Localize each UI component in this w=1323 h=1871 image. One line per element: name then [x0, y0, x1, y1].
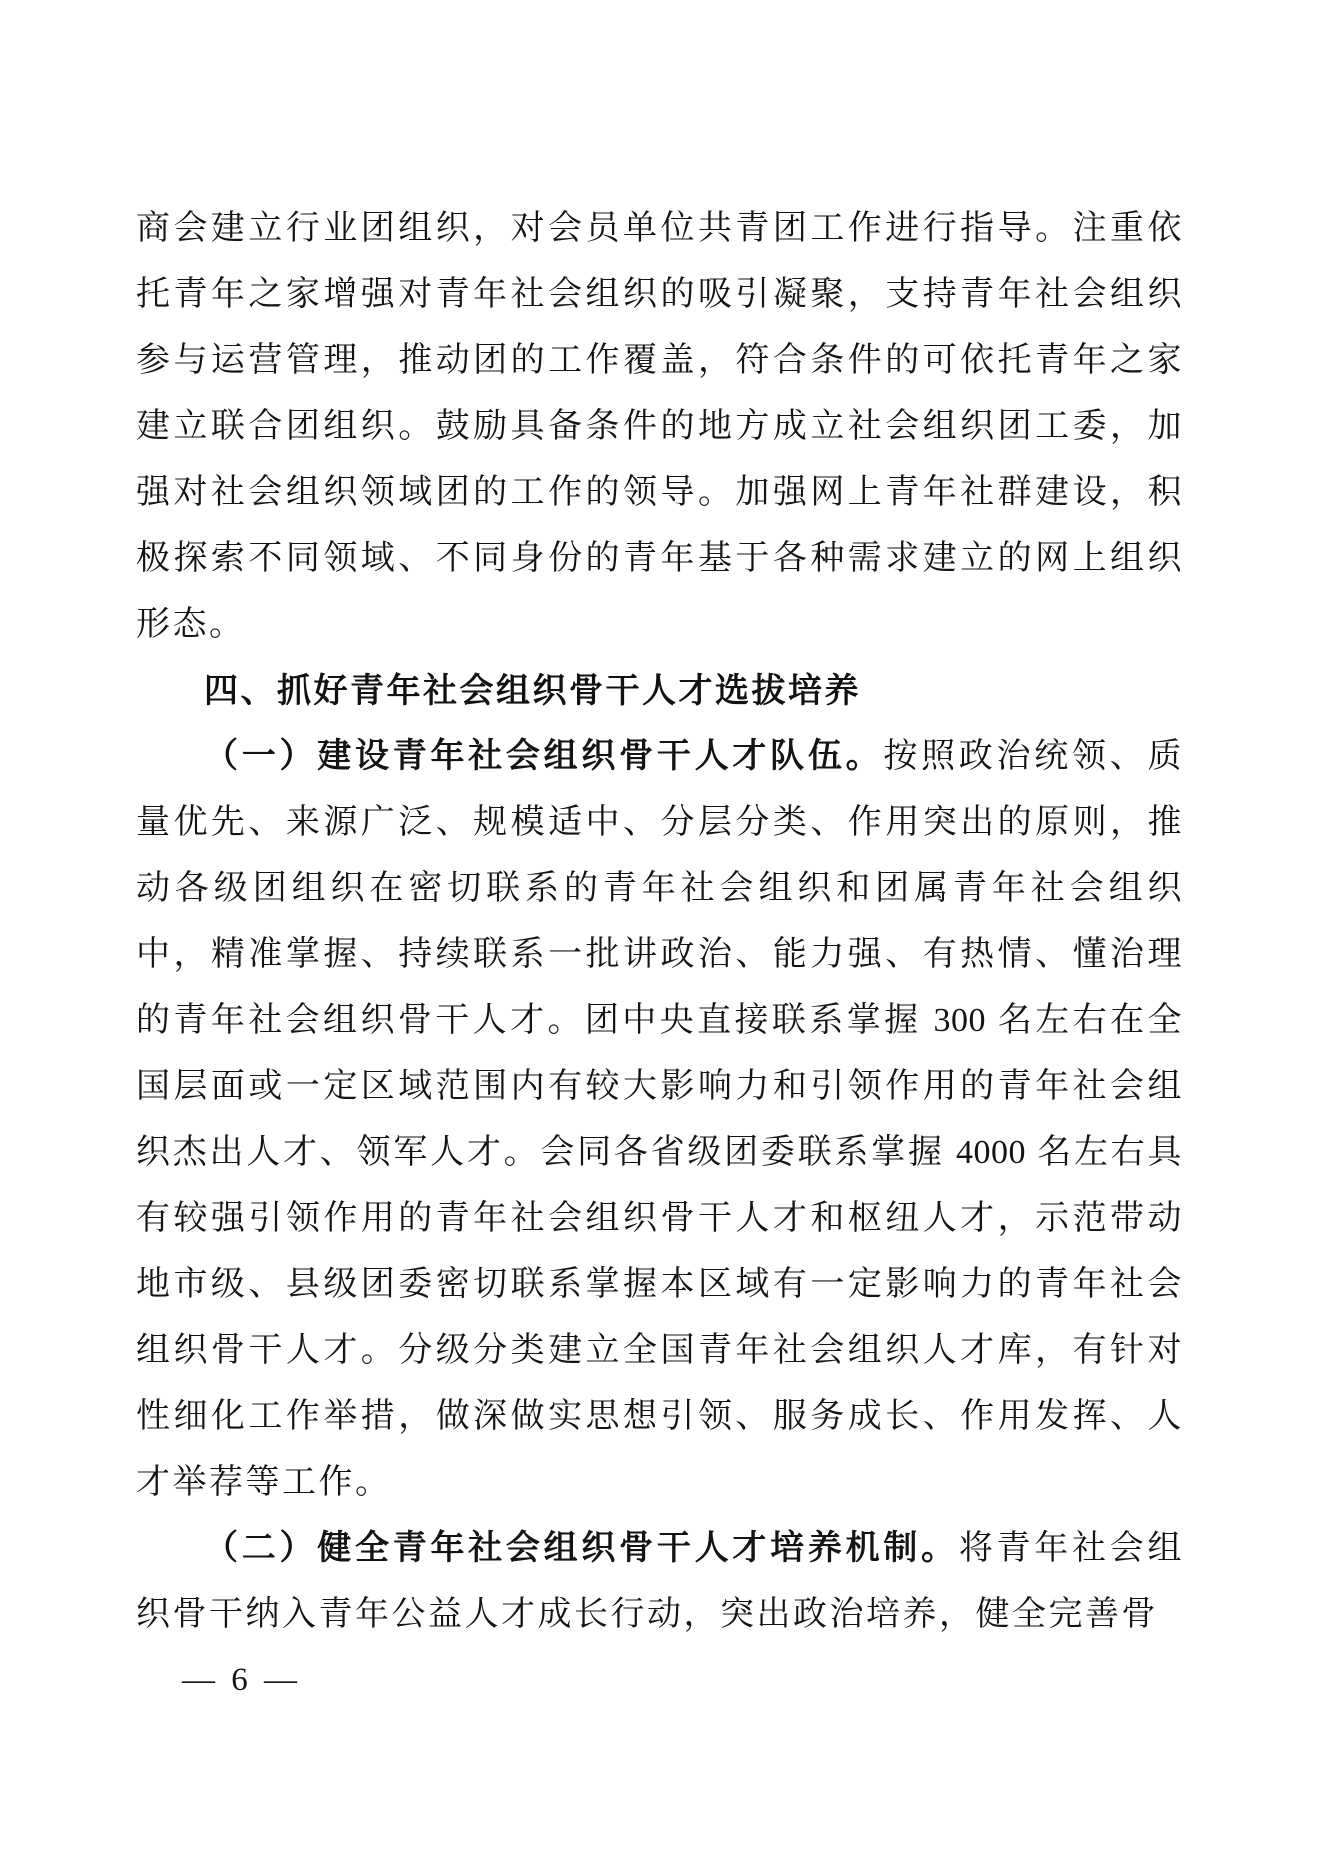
item-1-text-segment-3: 名左右具有较强引领作用的青年社会组织骨干人才和枢纽人才，示范带动地市级、县级团委密切联系掌握本区域有一定影响力的青年社会组织骨干人才。分级分类建立全国青年社会组织人才库，有针对性细化工作举措，做深做实思想引领、服务成长、作用发挥、人才举荐等工作。: [136, 1134, 1185, 1501]
item-2-text: 将青年社会组织骨干纳入青年公益人才成长行动，突出政治培养，健全完善骨: [136, 1530, 1185, 1633]
item-2-lead: （二）健全青年社会组织骨干人才培养机制。: [204, 1530, 959, 1567]
paragraph-continuation: 商会建立行业团组织，对会员单位共青团工作进行指导。注重依托青年之家增强对青年社会组织的吸引凝聚，支持青年社会组织参与运营管理，推动团的工作覆盖，符合条件的可依托青年之家建立联合团组织。鼓励具备条件的地方成立社会组织团工委，加强对社会组织领域团的工作的领导。加强网上青年社群建设，积极探索不同领域、不同身份的青年基于各种需求建立的网上组织形态。: [136, 210, 1184, 643]
page-content: [136, 196, 1184, 1648]
paragraph-item-2: [136, 1516, 1184, 1648]
section-heading: 四、抓好青年社会组织骨干人才选拔培养: [204, 672, 861, 710]
item-1-number-300: 300: [933, 1002, 986, 1039]
item-1-text-segment-2: 名左右在全国层面或一定区域范围内有较大影响力和引领作用的青年社会组织杰出人才、领军人才。会同各省级团委联系掌握: [136, 1002, 1185, 1171]
paragraph-item-1: [136, 724, 1184, 1516]
item-1-number-4000: 4000: [955, 1134, 1026, 1171]
item-1-lead: （一）建设青年社会组织骨干人才队伍。: [204, 738, 884, 775]
page-number: — 6 —: [182, 1662, 301, 1698]
item-1-text-segment-1: 按照政治统领、质量优先、来源广泛、规模适中、分层分类、作用突出的原则，推动各级团组织在密切联系的青年社会组织和团属青年社会组织中，精准掌握、持续联系一批讲政治、能力强、有热情、懂治理的青年社会组织骨干人才。团中央直接联系掌握: [136, 738, 1185, 1039]
